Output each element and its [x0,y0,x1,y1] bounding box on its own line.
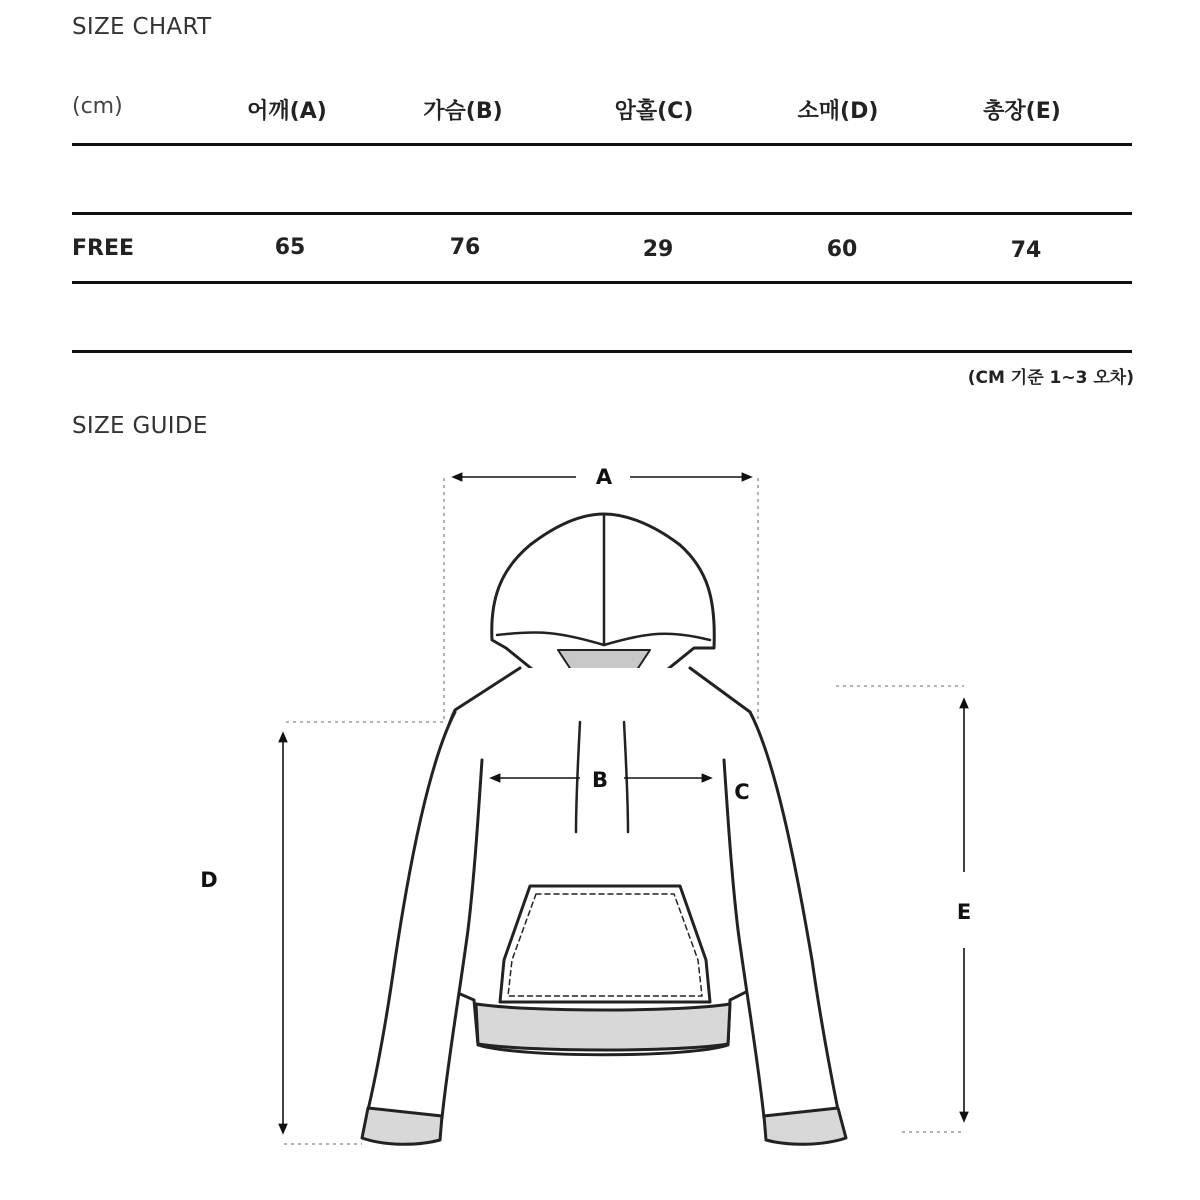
size-guide-title: SIZE GUIDE [72,413,208,439]
hoodie-illustration [362,514,846,1144]
column-header-armhole: 암홀(C) [614,99,694,124]
left-sleeve [368,712,482,1118]
table-divider [72,350,1132,353]
label-b: B [591,768,609,792]
column-header-shoulder: 어깨(A) [247,99,327,124]
size-chart-title: SIZE CHART [72,14,212,40]
table-divider [72,281,1132,284]
value-length: 74 [1010,238,1042,263]
right-sleeve [724,712,838,1118]
value-shoulder: 65 [274,235,306,260]
column-header-sleeve: 소매(D) [797,99,879,124]
value-sleeve: 60 [826,237,858,262]
size-label-free: FREE [72,236,135,261]
right-cuff [764,1108,846,1144]
label-d: D [200,868,218,892]
table-divider [72,143,1132,146]
value-armhole: 29 [642,237,674,262]
label-e: E [956,900,972,924]
value-chest: 76 [449,235,481,260]
hoodie-measurement-diagram [0,440,1200,1200]
kangaroo-pocket [500,886,710,1002]
table-divider [72,212,1132,215]
shoulder-guide-left [284,478,444,722]
unit-label: (cm) [72,94,123,119]
column-header-length: 총장(E) [983,99,1061,124]
measurement-tolerance-note: (CM 기준 1~3 오차) [967,368,1134,388]
column-header-chest: 가슴(B) [423,99,503,124]
label-a: A [595,465,613,489]
label-c: C [734,780,750,804]
left-cuff [362,1108,442,1144]
waistband [476,1004,730,1050]
